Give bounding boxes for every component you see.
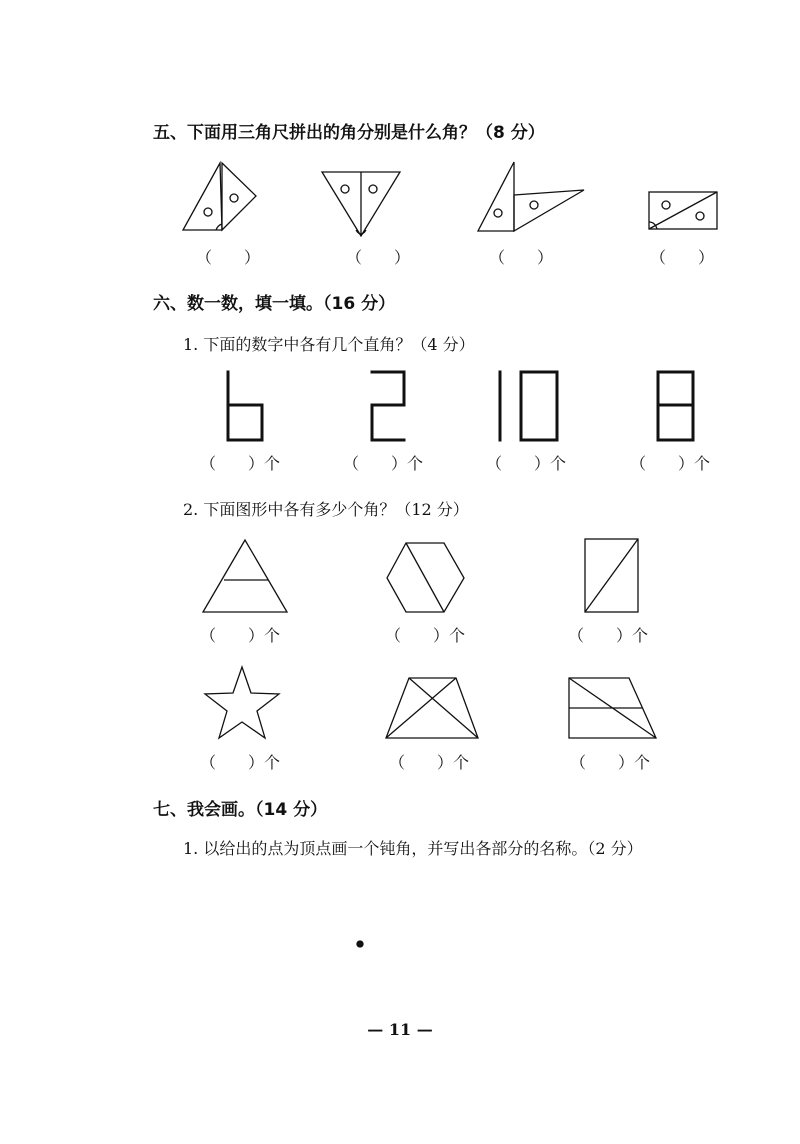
section-7-title: 七、我会画。（14 分） xyxy=(153,800,328,820)
answer-blank[interactable]: （ ）个 xyxy=(343,454,424,473)
answer-blank[interactable]: （ ） xyxy=(650,248,715,267)
set-square-figure-1 xyxy=(183,163,256,230)
answer-blank[interactable]: （ ） xyxy=(489,248,554,267)
answer-blank[interactable]: （ ） xyxy=(346,248,411,267)
answer-blank[interactable]: （ ）个 xyxy=(385,626,466,645)
question-6-2: 2. 下面图形中各有多少个角？（12 分） xyxy=(183,500,469,519)
answer-blank[interactable]: （ ）个 xyxy=(200,626,281,645)
hexagon-with-diagonal xyxy=(387,543,464,612)
trapezoid-with-diagonals xyxy=(386,678,478,738)
digit-eight xyxy=(658,372,693,440)
section-5-title: 五、下面用三角尺拼出的角分别是什么角？（8 分） xyxy=(153,123,545,143)
star-shape xyxy=(205,667,279,738)
set-square-figure-3 xyxy=(478,162,584,231)
set-square-figure-2 xyxy=(322,172,400,236)
digit-ten xyxy=(500,372,557,440)
answer-blank[interactable]: （ ）个 xyxy=(200,454,281,473)
given-vertex-point xyxy=(357,941,363,947)
page-number: — 11 — xyxy=(367,1020,433,1039)
question-6-1: 1. 下面的数字中各有几个直角？（4 分） xyxy=(183,335,475,354)
answer-blank[interactable]: （ ）个 xyxy=(570,753,651,772)
rectangle-with-diagonal xyxy=(585,539,638,612)
digit-two xyxy=(372,372,404,440)
set-square-figure-4 xyxy=(649,192,717,229)
answer-blank[interactable]: （ ） xyxy=(196,248,261,267)
answer-blank[interactable]: （ ）个 xyxy=(630,454,711,473)
triangle-with-line xyxy=(203,540,287,612)
right-trapezoid-with-lines xyxy=(569,678,656,738)
answer-blank[interactable]: （ ）个 xyxy=(389,753,470,772)
answer-blank[interactable]: （ ）个 xyxy=(200,753,281,772)
answer-blank[interactable]: （ ）个 xyxy=(568,626,649,645)
digit-six xyxy=(228,372,262,440)
question-7-1: 1. 以给出的点为顶点画一个钝角，并写出各部分的名称。（2 分） xyxy=(183,839,643,858)
answer-blank[interactable]: （ ）个 xyxy=(486,454,567,473)
section-6-title: 六、数一数，填一填。（16 分） xyxy=(153,294,396,314)
